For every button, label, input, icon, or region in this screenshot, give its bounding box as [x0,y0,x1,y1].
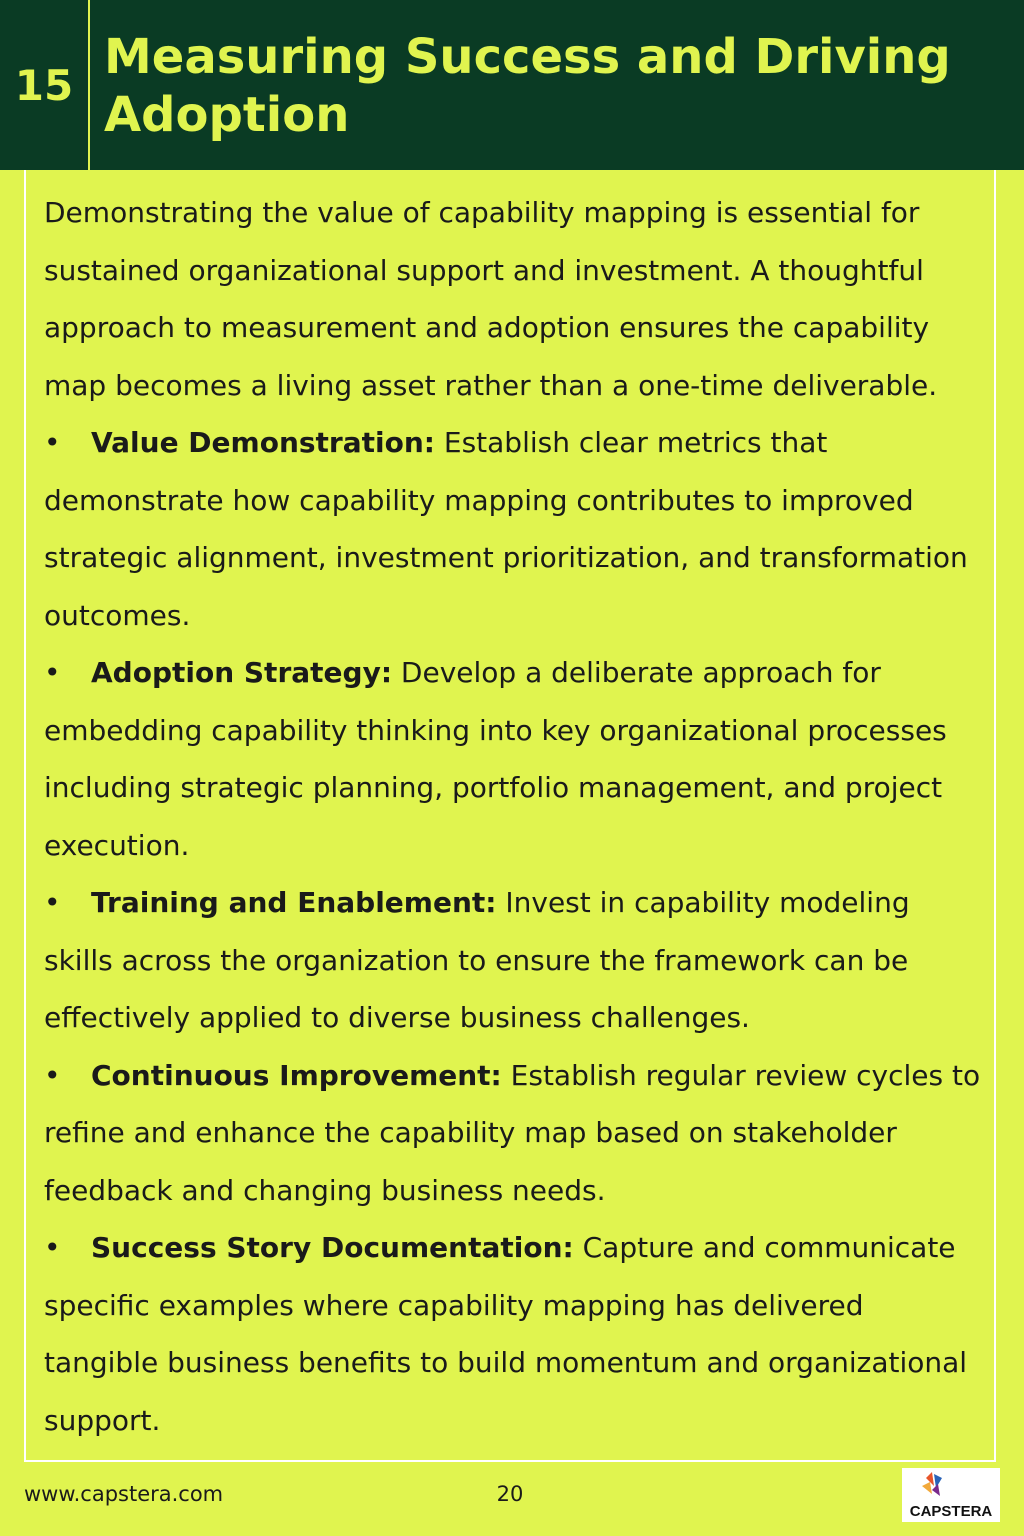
capstera-logo-icon [902,1468,1000,1522]
bullet-term: Continuous Improvement: [91,1058,502,1092]
header-divider [88,0,90,170]
bullet-dot-icon: • [44,1231,61,1264]
bullet-item [44,644,984,874]
bullet-dot-icon: • [44,656,61,689]
page-number: 20 [496,1482,524,1506]
bullet-item [44,1047,984,1220]
content-body [44,184,984,1449]
bullet-text: Invest in capability modeling skills across the organization to ensure the framework can be effectively applied to diverse business challenges. [44,886,910,1034]
bullet-dot-icon: • [44,886,61,919]
bullet-term: Adoption Strategy: [91,656,393,689]
footer-url-link[interactable]: www.capstera.com [24,1482,224,1506]
capstera-logo [902,1468,1000,1522]
bullet-text: Capture and communicate specific examples where capability mapping has delivered tangible business benefits to build momentum and organizational support. [44,1231,968,1437]
bullet-term: Value Demonstration: [91,426,435,459]
bullet-text: Establish regular review cycles to refine and enhance the capability map based on stakeholder feedback and changing business needs. [44,1058,981,1207]
bullet-text: Establish clear metrics that demonstrate how capability mapping contributes to improved strategic alignment, investment prioritization, and transformation outcomes. [44,426,968,632]
page-header [0,0,1024,170]
logo-wordmark: CAPSTERA [909,1503,993,1520]
bullet-item [44,874,984,1047]
page-title: Measuring Success and Driving Adoption [104,29,951,143]
bullet-term: Success Story Documentation: [91,1231,574,1264]
intro-paragraph: Demonstrating the value of capability mapping is essential for sustained organizational support and investment. A thoughtful approach to measurement and adoption ensures the capability map becomes a living asset rather than a one-time deliverable. [44,196,938,402]
bullet-item [44,1219,984,1449]
bullet-text: Develop a deliberate approach for embedding capability thinking into key organizational processes including strategic planning, portfolio management, and project execution. [44,656,947,862]
bullet-dot-icon: • [44,426,61,459]
section-number: 15 [14,60,74,110]
bullet-term: Training and Enablement: [91,886,497,919]
bullet-item [44,414,984,644]
bullet-dot-icon: • [44,1058,61,1092]
